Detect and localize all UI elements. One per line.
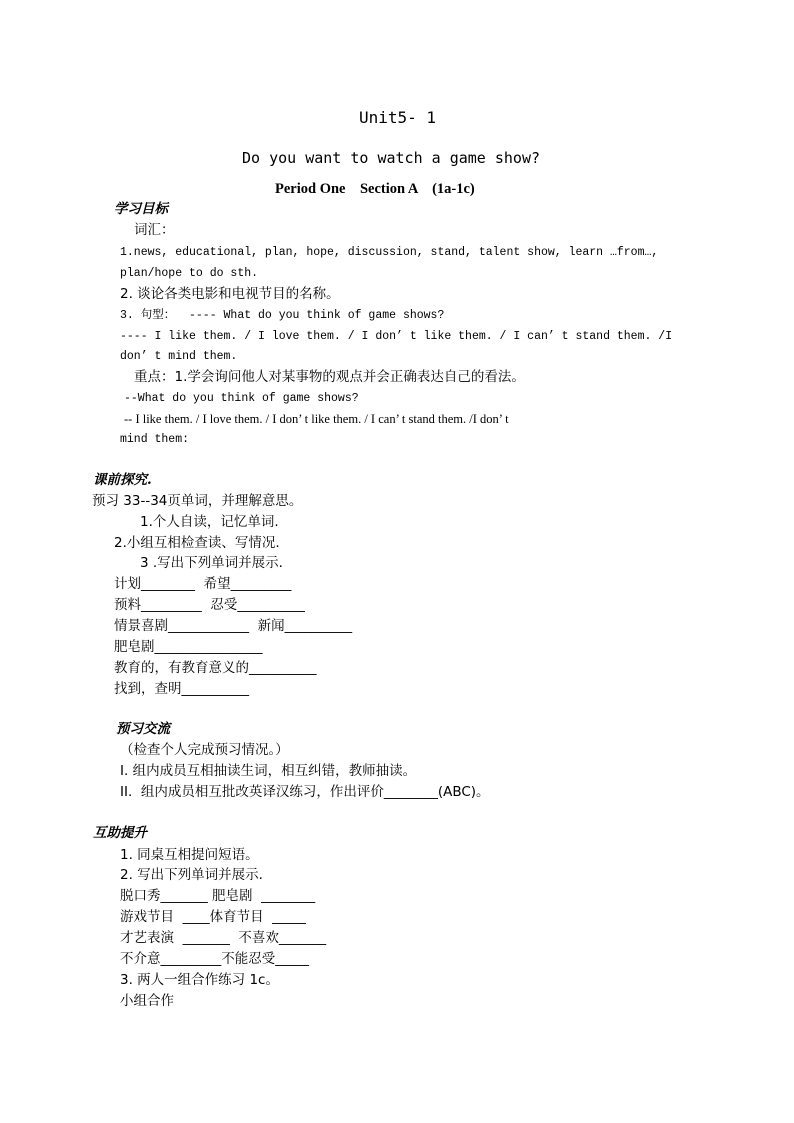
key-answer-1: -- I like them. / I love them. / I don’ t like them. / I can’ t stand them. /I don’ t [124,412,509,426]
answer-line-2: don’ t mind them. [120,350,238,363]
preview-step-2: 2.小组互相检查读、写情况. [114,535,280,551]
vocab-line-1: 1.news, educational, plan, hope, discussion, stand, talent show, learn …from…, [120,246,659,259]
period-label: Period One Section A (1a-1c) [275,181,475,197]
preview-step-3: 3 .写出下列单词并展示. [140,555,283,571]
objectives-heading: 学习目标 [114,201,168,217]
preview-row-6: 找到，查明__________ [114,681,249,697]
key-answer-2: mind them: [120,433,190,446]
exchange-heading: 预习交流 [116,721,170,737]
exchange-item-2: II. 组内成员相互批改英译汉练习，作出评价________(ABC)。 [120,784,490,800]
improve-item-4: 小组合作 [120,993,174,1009]
vocab-label: 词汇： [134,222,175,238]
key-question: --What do you think of game shows? [124,392,359,405]
preview-step-1: 1.个人自读，记忆单词. [140,514,279,530]
preview-intro: 预习 33--34页单词，并理解意思。 [92,493,303,509]
improve-row-3: 才艺表演 _______ 不喜欢_______ [120,930,327,946]
objective-item-2: 2. 谈论各类电影和电视节目的名称。 [120,286,340,302]
improve-item-2: 2. 写出下列单词并展示. [120,867,263,883]
page-title: Unit5- 1 [359,108,437,127]
vocab-line-2: plan/hope to do sth. [120,267,259,280]
key-point: 重点：1.学会询问他人对某事物的观点并会正确表达自己的看法。 [134,369,525,385]
improve-item-1: 1. 同桌互相提问短语。 [120,847,259,863]
preview-row-1: 计划________ 希望_________ [114,576,292,592]
answer-line-1: ---- I like them. / I love them. / I don’ t like them. / I can’ t stand them. /I [120,330,673,343]
lesson-subtitle: Do you want to watch a game show? [242,149,541,167]
preview-row-2: 预料_________ 忍受__________ [114,597,305,613]
improve-heading: 互助提升 [93,825,147,841]
improve-row-2: 游戏节目 ____体育节目 _____ [120,909,306,925]
exchange-note: （检查个人完成预习情况。） [120,742,289,758]
improve-item-3: 3. 两人一组合作练习 1c。 [120,972,279,988]
preview-row-4: 肥皂剧________________ [114,639,263,655]
objective-item-3: 3. 句型： ---- What do you think of game shows? [120,309,445,322]
exchange-item-1: I. 组内成员互相抽读生词，相互纠错，教师抽读。 [120,763,417,779]
preview-heading: 课前探究. [93,472,152,488]
improve-row-1: 脱口秀_______ 肥皂剧 ________ [120,888,316,904]
improve-row-4: 不介意_________不能忍受_____ [120,951,309,967]
preview-row-5: 教育的，有教育意义的__________ [114,660,317,676]
preview-row-3: 情景喜剧____________ 新闻__________ [114,618,353,634]
